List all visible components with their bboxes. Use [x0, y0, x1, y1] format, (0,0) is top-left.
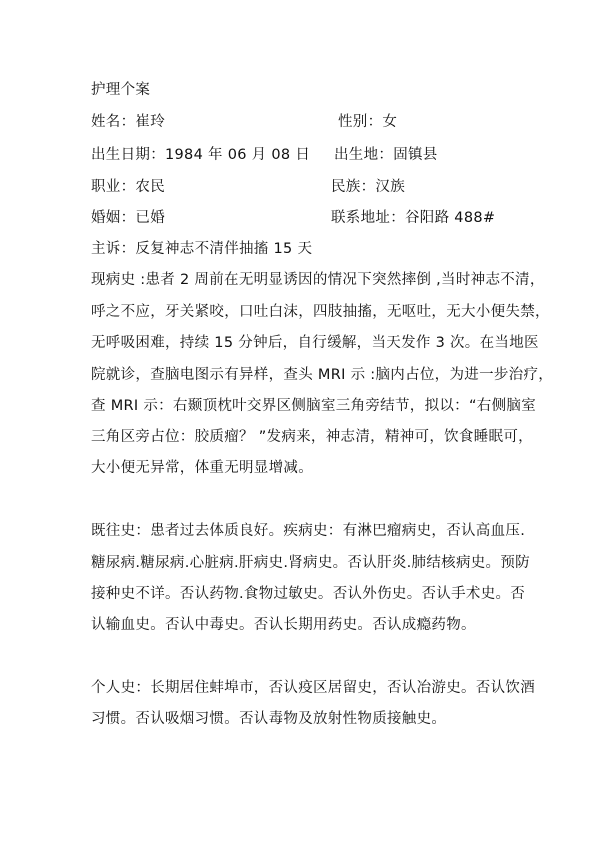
patient-address: 联系地址：谷阳路 488#: [331, 210, 496, 226]
present-illness-line: 大小便无异常，体重无明显增减。: [91, 460, 313, 476]
personal-history-line: 个人史：长期居住蚌埠市，否认疫区居留史，否认冶游史。否认饮酒: [91, 680, 535, 696]
patient-birthplace: 出生地：固镇县: [334, 147, 438, 163]
patient-dob: 出生日期：1984 年 06 月 08 日: [91, 147, 311, 163]
patient-marital: 婚姻：已婚: [91, 210, 165, 226]
present-illness-line: 无呼吸困难，持续 15 分钟后，自行缓解，当天发作 3 次。在当地医: [91, 335, 539, 351]
past-history-line: 接种史不详。否认药物.食物过敏史。否认外伤史。否认手术史。否: [91, 586, 526, 602]
past-history-line: 糖尿病.糖尿病.心脏病.肝病史.肾病史。否认肝炎.肺结核病史。预防: [91, 555, 530, 571]
document-title: 护理个案: [91, 82, 151, 98]
present-illness-line: 现病史 :患者 2 周前在无明显诱因的情况下突然摔倒 ,当时神志不清，: [91, 272, 545, 288]
past-history-line: 认输血史。否认中毒史。否认长期用药史。否认成瘾药物。: [91, 617, 476, 633]
chief-complaint: 主诉：反复神志不清伴抽搐 15 天: [91, 241, 313, 257]
present-illness-line: 呼之不应，牙关紧咬，口吐白沫，四肢抽搐，无呕吐，无大小便失禁，: [91, 304, 550, 320]
patient-ethnicity: 民族：汉族: [331, 179, 405, 195]
personal-history-line: 习惯。否认吸烟习惯。否认毒物及放射性物质接触史。: [91, 711, 447, 727]
present-illness-line: 查 MRI 示：右颞顶枕叶交界区侧脑室三角旁结节，拟以：“右侧脑室: [91, 398, 536, 414]
patient-gender: 性别：女: [338, 114, 398, 130]
patient-occupation: 职业：农民: [91, 179, 165, 195]
past-history-line: 既往史：患者过去体质良好。疾病史：有淋巴瘤病史，否认高血压.: [91, 523, 526, 539]
patient-name: 姓名：崔玲: [91, 114, 165, 130]
present-illness-line: 三角区旁占位：胶质瘤？ ”发病来，神志清，精神可，饮食睡眠可，: [91, 429, 533, 445]
present-illness-line: 院就诊，查脑电图示有异样，查头 MRI 示 :脑内占位，为进一步治疗，: [91, 367, 554, 383]
